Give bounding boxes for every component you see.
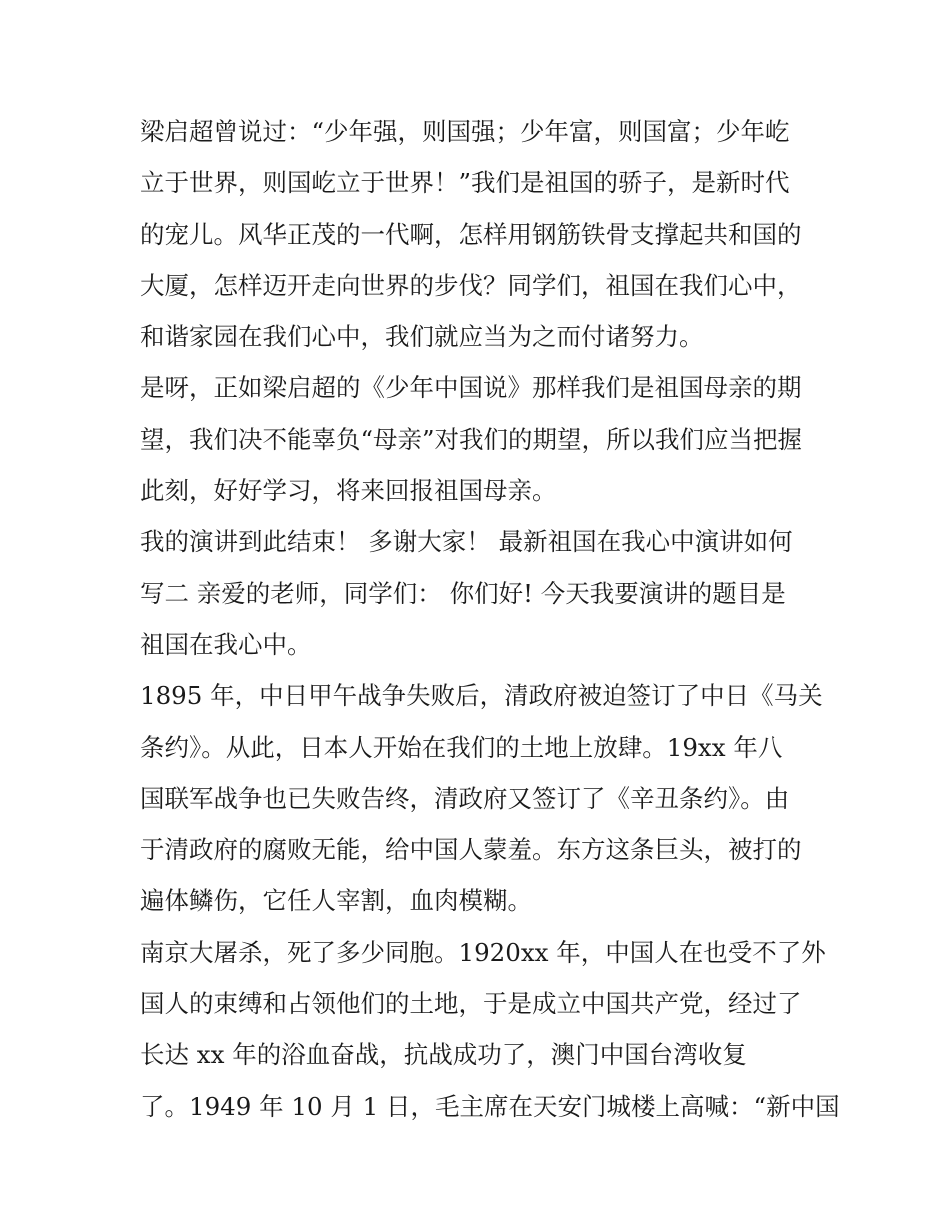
- text-line: 国人的束缚和占领他们的土地，于是成立中国共产党，经过了: [140, 989, 802, 1019]
- text-line: 和谐家园在我们心中，我们就应当为之而付诸努力。: [140, 322, 704, 352]
- text-line: 立于世界，则国屹立于世界！”我们是祖国的骄子，是新时代: [140, 168, 790, 198]
- document-body: [140, 106, 840, 1132]
- text-line: 是呀，正如梁启超的《少年中国说》那样我们是祖国母亲的期: [140, 373, 802, 403]
- text-line: 写二 亲爱的老师，同学们： 你们好! 今天我要演讲的题目是: [140, 578, 786, 608]
- text-line: 此刻，好好学习，将来回报祖国母亲。: [140, 476, 557, 506]
- text-line: 长达 xx 年的浴血奋战，抗战成功了，澳门中国台湾收复: [140, 1040, 747, 1070]
- text-line: 梁启超曾说过：“少年强，则国强；少年富，则国富；少年屹: [140, 117, 790, 146]
- text-line: 的宠儿。风华正茂的一代啊，怎样用钢筋铁骨支撑起共和国的: [140, 219, 802, 249]
- text-line: 条约》。从此，日本人开始在我们的土地上放肆。19xx 年八: [140, 732, 783, 762]
- text-line: 遍体鳞伤，它任人宰割，血肉模糊。: [140, 886, 532, 916]
- text-line: 1895 年，中日甲午战争失败后，清政府被迫签订了中日《马关: [140, 681, 823, 711]
- text-line: 于清政府的腐败无能，给中国人蒙羞。东方这条巨头，被打的: [140, 835, 802, 865]
- text-line: 南京大屠杀，死了多少同胞。1920xx 年，中国人在也受不了外: [140, 937, 826, 967]
- text-line: 望，我们决不能辜负“母亲”对我们的期望，所以我们应当把握: [140, 424, 803, 454]
- text-line: 国联军战争也已失败告终，清政府又签订了《辛丑条约》。由: [140, 783, 790, 813]
- text-line: 大厦，怎样迈开走向世界的步伐？同学们，祖国在我们心中，: [140, 270, 802, 300]
- text-line: 了。1949 年 10 月 1 日，毛主席在天安门城楼上高喊：“新中国: [140, 1091, 840, 1121]
- text-line: 我的演讲到此结束！ 多谢大家！ 最新祖国在我心中演讲如何: [140, 527, 793, 557]
- text-line: 祖国在我心中。: [140, 629, 312, 659]
